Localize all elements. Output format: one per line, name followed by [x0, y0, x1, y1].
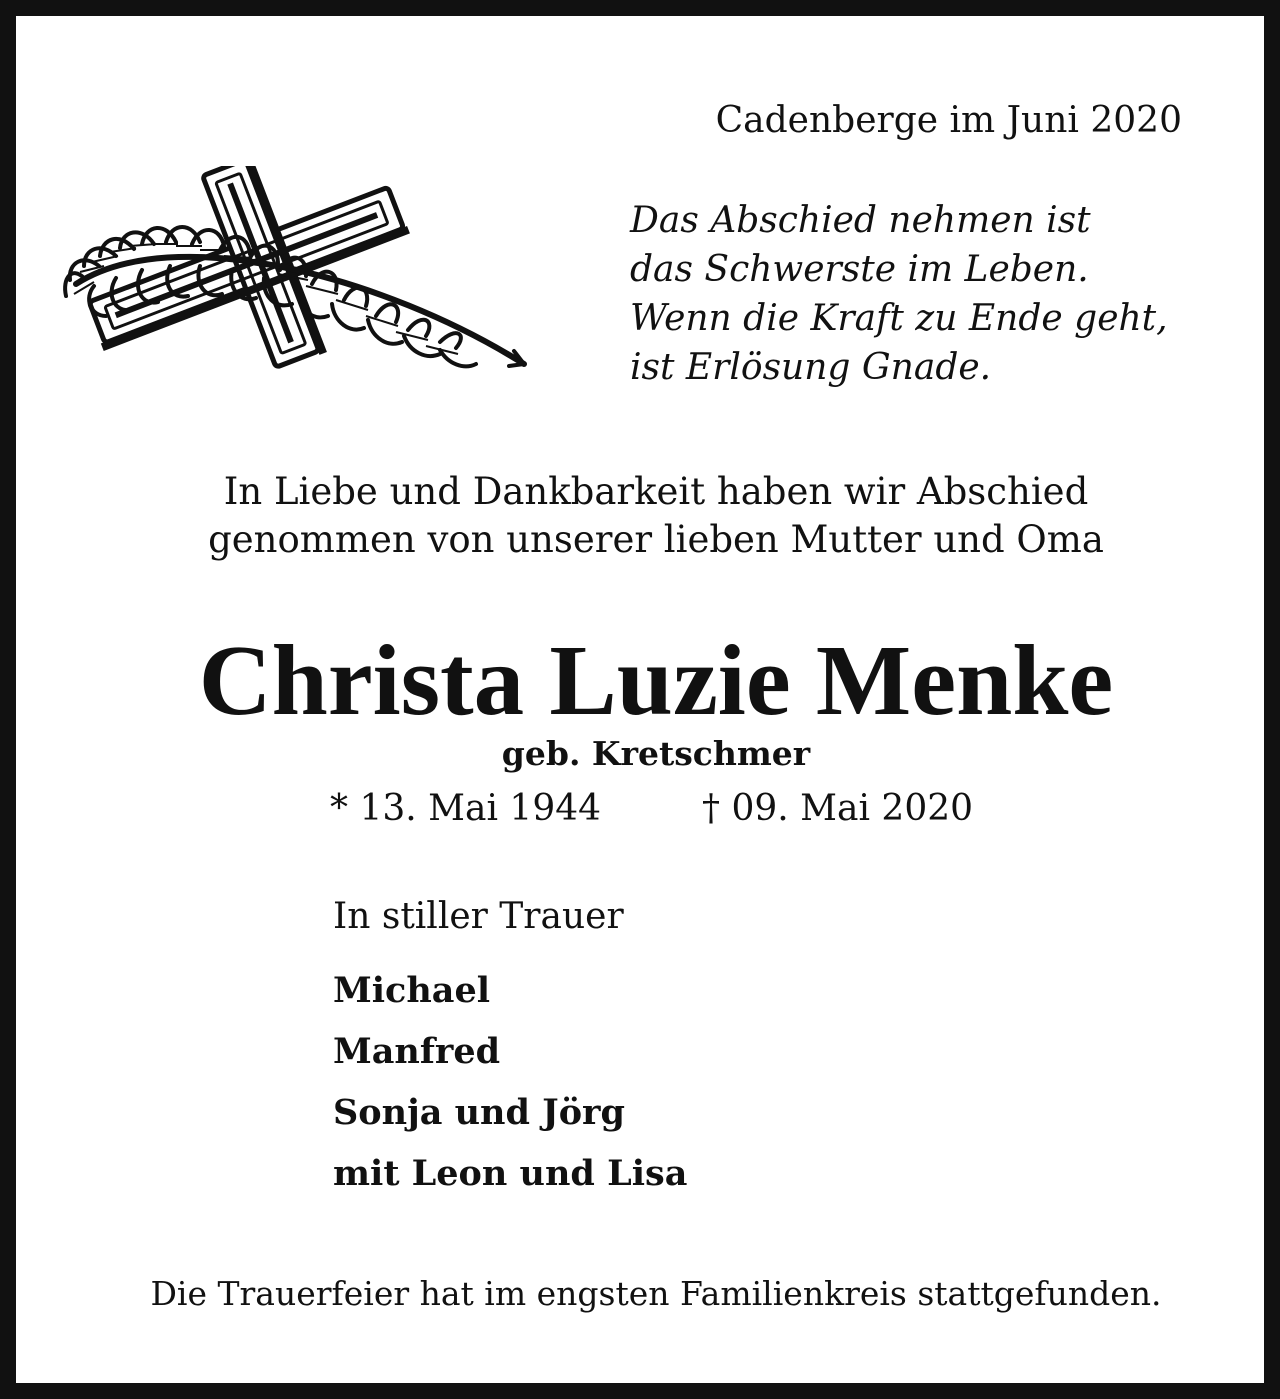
verse-line: ist Erlösung Gnade.: [630, 347, 992, 388]
verse: [630, 196, 1168, 392]
mourning-heading: In stiller Trauer: [333, 896, 624, 937]
verse-line: Wenn die Kraft zu Ende geht,: [630, 298, 1168, 339]
mourner-name: mit Leon und Lisa: [333, 1153, 688, 1194]
mourners-list: [333, 966, 687, 1210]
verse-line: Das Abschied nehmen ist: [630, 200, 1091, 241]
cross-with-palm-branch-icon: [54, 166, 534, 381]
verse-line: das Schwerste im Leben.: [630, 249, 1089, 290]
intro-line: In Liebe und Dankbarkeit haben wir Abschied: [223, 470, 1089, 513]
intro-text: [16, 468, 1280, 564]
birth-date: * 13. Mai 1944: [330, 788, 602, 829]
mourner-name: Michael: [333, 970, 491, 1011]
closing-note: Die Trauerfeier hat im engsten Familienkreis stattgefunden.: [150, 1274, 1162, 1313]
place-date: Cadenberge im Juni 2020: [715, 100, 1182, 141]
mourner-name: Manfred: [333, 1031, 501, 1072]
maiden-name: geb. Kretschmer: [501, 734, 811, 773]
deceased-name: Christa Luzie Menke: [198, 624, 1114, 736]
mourner-name: Sonja und Jörg: [333, 1092, 625, 1133]
intro-line: genommen von unserer lieben Mutter und Oma: [208, 518, 1104, 561]
death-date: † 09. Mai 2020: [702, 788, 974, 829]
